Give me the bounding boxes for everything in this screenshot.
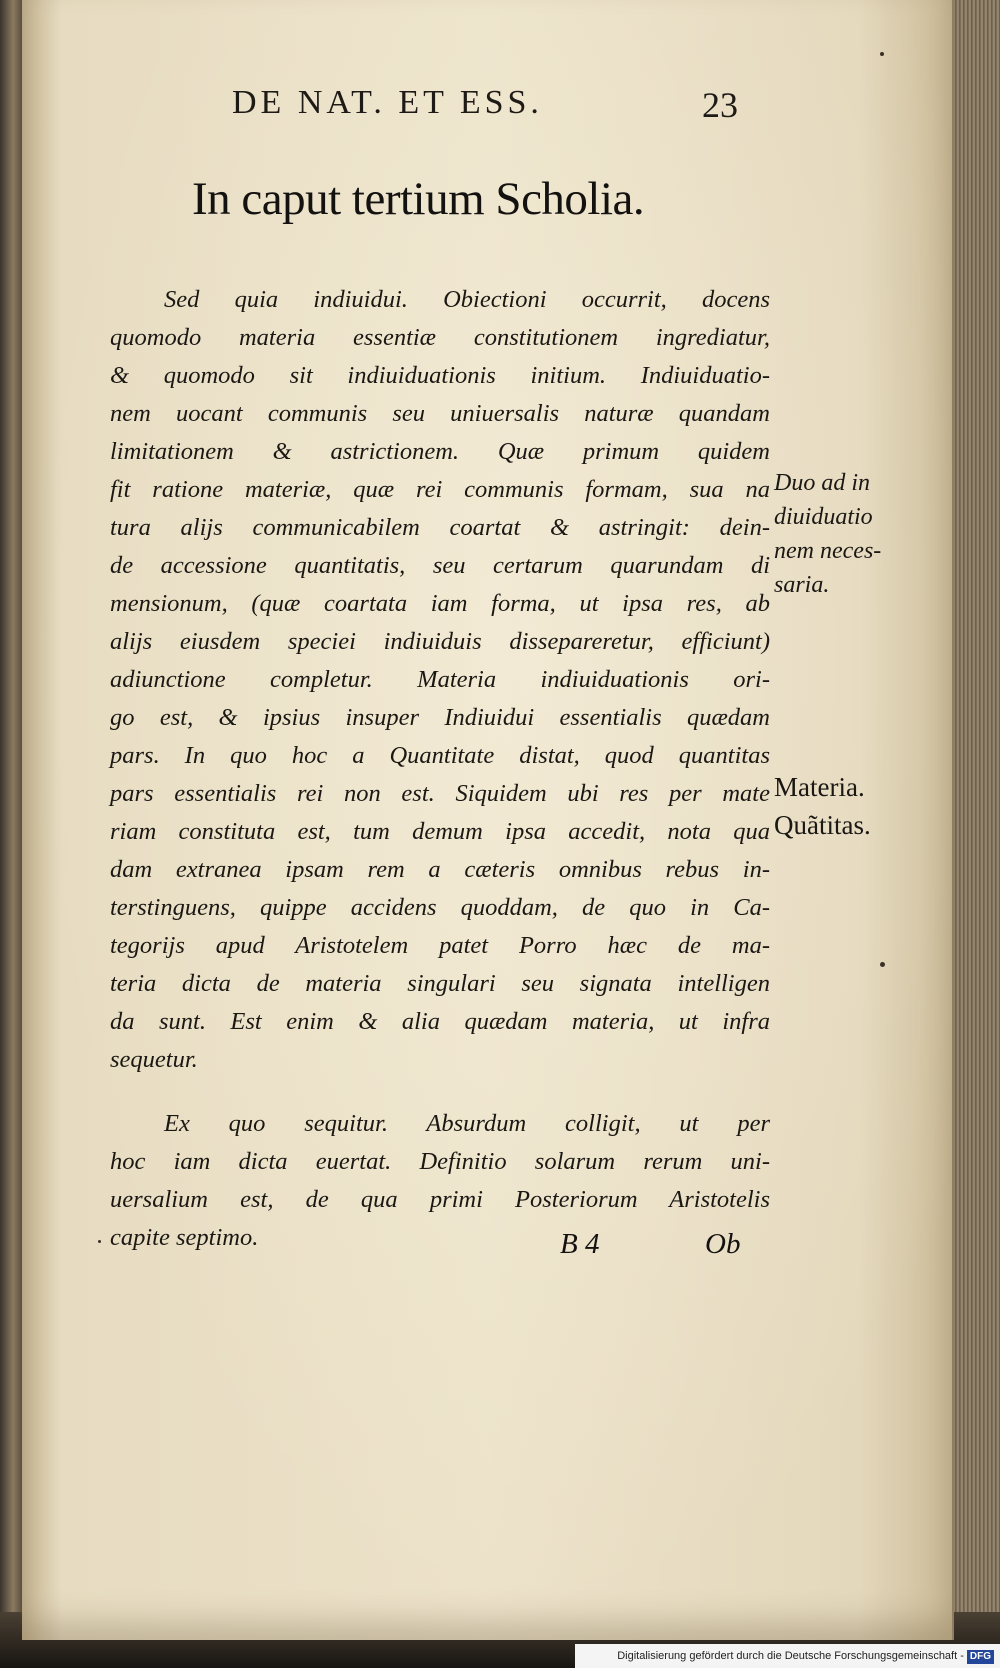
- text-line: adiunctione completur. Materia indiuiduationis ori-: [110, 666, 770, 693]
- text-line: & quomodo sit indiuiduationis initium. Indiuiduatio-: [110, 362, 770, 389]
- text-line: capite septimo.: [110, 1224, 259, 1251]
- ink-speck: [98, 1240, 101, 1243]
- digitization-credit: [575, 1644, 1000, 1668]
- text-line: terstinguens, quippe accidens quoddam, de quo in Ca-: [110, 894, 770, 921]
- text-line: de accessione quantitatis, seu certarum quarundam di: [110, 552, 770, 579]
- text-line: alijs eiusdem speciei indiuiduis dissepareretur, efficiunt): [110, 628, 770, 655]
- text-line: pars essentialis rei non est. Siquidem ubi res per mate: [110, 780, 770, 807]
- text-line: dam extranea ipsam rem a cæteris omnibus rebus in-: [110, 856, 770, 883]
- text-line: uersalium est, de qua primi Posteriorum Aristotelis: [110, 1186, 770, 1213]
- marginal-note-line: Duo ad in: [774, 470, 870, 496]
- book-binding-edge: [0, 0, 22, 1668]
- text-line: go est, & ipsius insuper Indiuidui essentialis quædam: [110, 704, 770, 731]
- text-line: riam constituta est, tum demum ipsa accedit, nota qua: [110, 818, 770, 845]
- page-number: 23: [702, 85, 738, 125]
- text-line: Sed quia indiuidui. Obiectioni occurrit, docens: [164, 286, 770, 313]
- page-stack-edge: [952, 0, 1000, 1668]
- text-line: quomodo materia essentiæ constitutionem ingrediatur,: [110, 324, 770, 351]
- signature-mark: B 4: [560, 1228, 600, 1260]
- book-page: [22, 0, 954, 1640]
- text-line: sequetur.: [110, 1046, 198, 1073]
- text-line: teria dicta de materia singulari seu signata intelligen: [110, 970, 770, 997]
- running-head: DE NAT. ET ESS.: [232, 84, 543, 121]
- credit-text: Digitalisierung gefördert durch die Deutsche Forschungsgemeinschaft -: [617, 1650, 964, 1662]
- text-line: da sunt. Est enim & alia quædam materia, ut infra: [110, 1008, 770, 1035]
- text-line: tegorijs apud Aristotelem patet Porro hæc de ma-: [110, 932, 770, 959]
- ink-speck: [880, 52, 884, 56]
- marginal-note-line: Materia.: [774, 772, 865, 802]
- text-line: mensionum, (quæ coartata iam forma, ut ipsa res, ab: [110, 590, 770, 617]
- text-line: limitationem & astrictionem. Quæ primum quidem: [110, 438, 770, 465]
- marginal-note-line: nem neces-: [774, 538, 882, 564]
- chapter-title: In caput tertium Scholia.: [192, 173, 645, 225]
- catchword: Ob: [705, 1228, 741, 1260]
- text-line: hoc iam dicta euertat. Definitio solarum rerum uni-: [110, 1148, 770, 1175]
- marginal-note-line: diuiduatio: [774, 504, 873, 530]
- marginal-note-line: Quãtitas.: [774, 810, 871, 840]
- text-line: pars. In quo hoc a Quantitate distat, quod quantitas: [110, 742, 770, 769]
- text-line: fit ratione materiæ, quæ rei communis formam, sua na: [110, 476, 770, 503]
- text-line: nem uocant communis seu uniuersalis naturæ quandam: [110, 400, 770, 427]
- text-line: Ex quo sequitur. Absurdum colligit, ut per: [164, 1110, 770, 1137]
- ink-speck: [880, 962, 885, 967]
- marginal-note-line: saria.: [774, 572, 830, 598]
- text-line: tura alijs communicabilem coartat & astringit: dein-: [110, 514, 770, 541]
- dfg-logo: DFG: [967, 1650, 994, 1664]
